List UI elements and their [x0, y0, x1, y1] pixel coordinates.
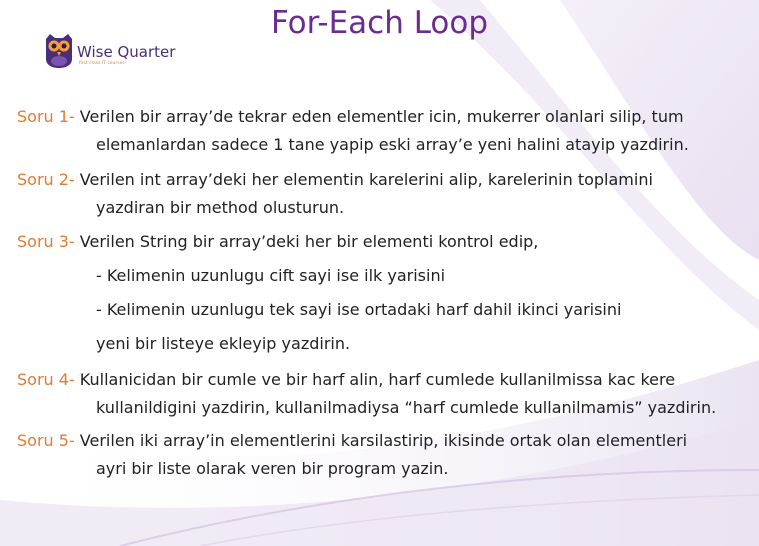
question-text: Verilen bir array’de tekrar eden elementler icin, mukerrer olanlari silip, tum — [79, 107, 684, 126]
question-text: Verilen iki array’in elementlerini karsilastirip, ikisinde ortak olan elementleri — [79, 431, 688, 450]
question-label: Soru 3- — [17, 232, 75, 251]
question-2-line-2: yazdiran bir method olusturun. — [96, 198, 345, 217]
question-3-line-2: - Kelimenin uzunlugu cift sayi ise ilk yarisini — [96, 266, 446, 285]
question-3-line-4: yeni bir listeye ekleyip yazdirin. — [96, 334, 351, 353]
question-label: Soru 1- — [17, 107, 75, 126]
question-4-line-1 — [17, 370, 675, 390]
page-title: For-Each Loop — [270, 5, 489, 41]
brand-logo — [43, 33, 183, 73]
question-label: Soru 2- — [17, 170, 75, 189]
question-1-line-2: elemanlardan sadece 1 tane yapip eski array’e yeni halini atayip yazdirin. — [96, 135, 689, 154]
question-1-line-1 — [17, 107, 684, 127]
owl-icon — [43, 33, 75, 69]
question-text: Verilen String bir array’deki her bir elementi kontrol edip, — [79, 232, 539, 251]
question-3-line-1 — [17, 232, 538, 252]
question-2-line-1 — [17, 170, 653, 190]
question-label: Soru 5- — [17, 431, 75, 450]
brand-tagline: first class IT courses — [79, 61, 125, 66]
question-5-line-2: ayri bir liste olarak veren bir program yazin. — [96, 459, 449, 478]
question-text: Verilen int array’deki her elementin karelerini alip, karelerinin toplamini — [79, 170, 653, 189]
question-4-line-2: kullanildigini yazdirin, kullanilmadiysa “harf cumlede kullanilmamis” yazdirin. — [96, 398, 717, 417]
question-5-line-1 — [17, 431, 687, 451]
question-label: Soru 4- — [17, 370, 75, 389]
brand-name: Wise Quarter — [77, 43, 176, 61]
question-3-line-3: - Kelimenin uzunlugu tek sayi ise ortadaki harf dahil ikinci yarisini — [96, 300, 622, 319]
question-text: Kullanicidan bir cumle ve bir harf alin, harf cumlede kullanilmissa kac kere — [79, 370, 676, 389]
